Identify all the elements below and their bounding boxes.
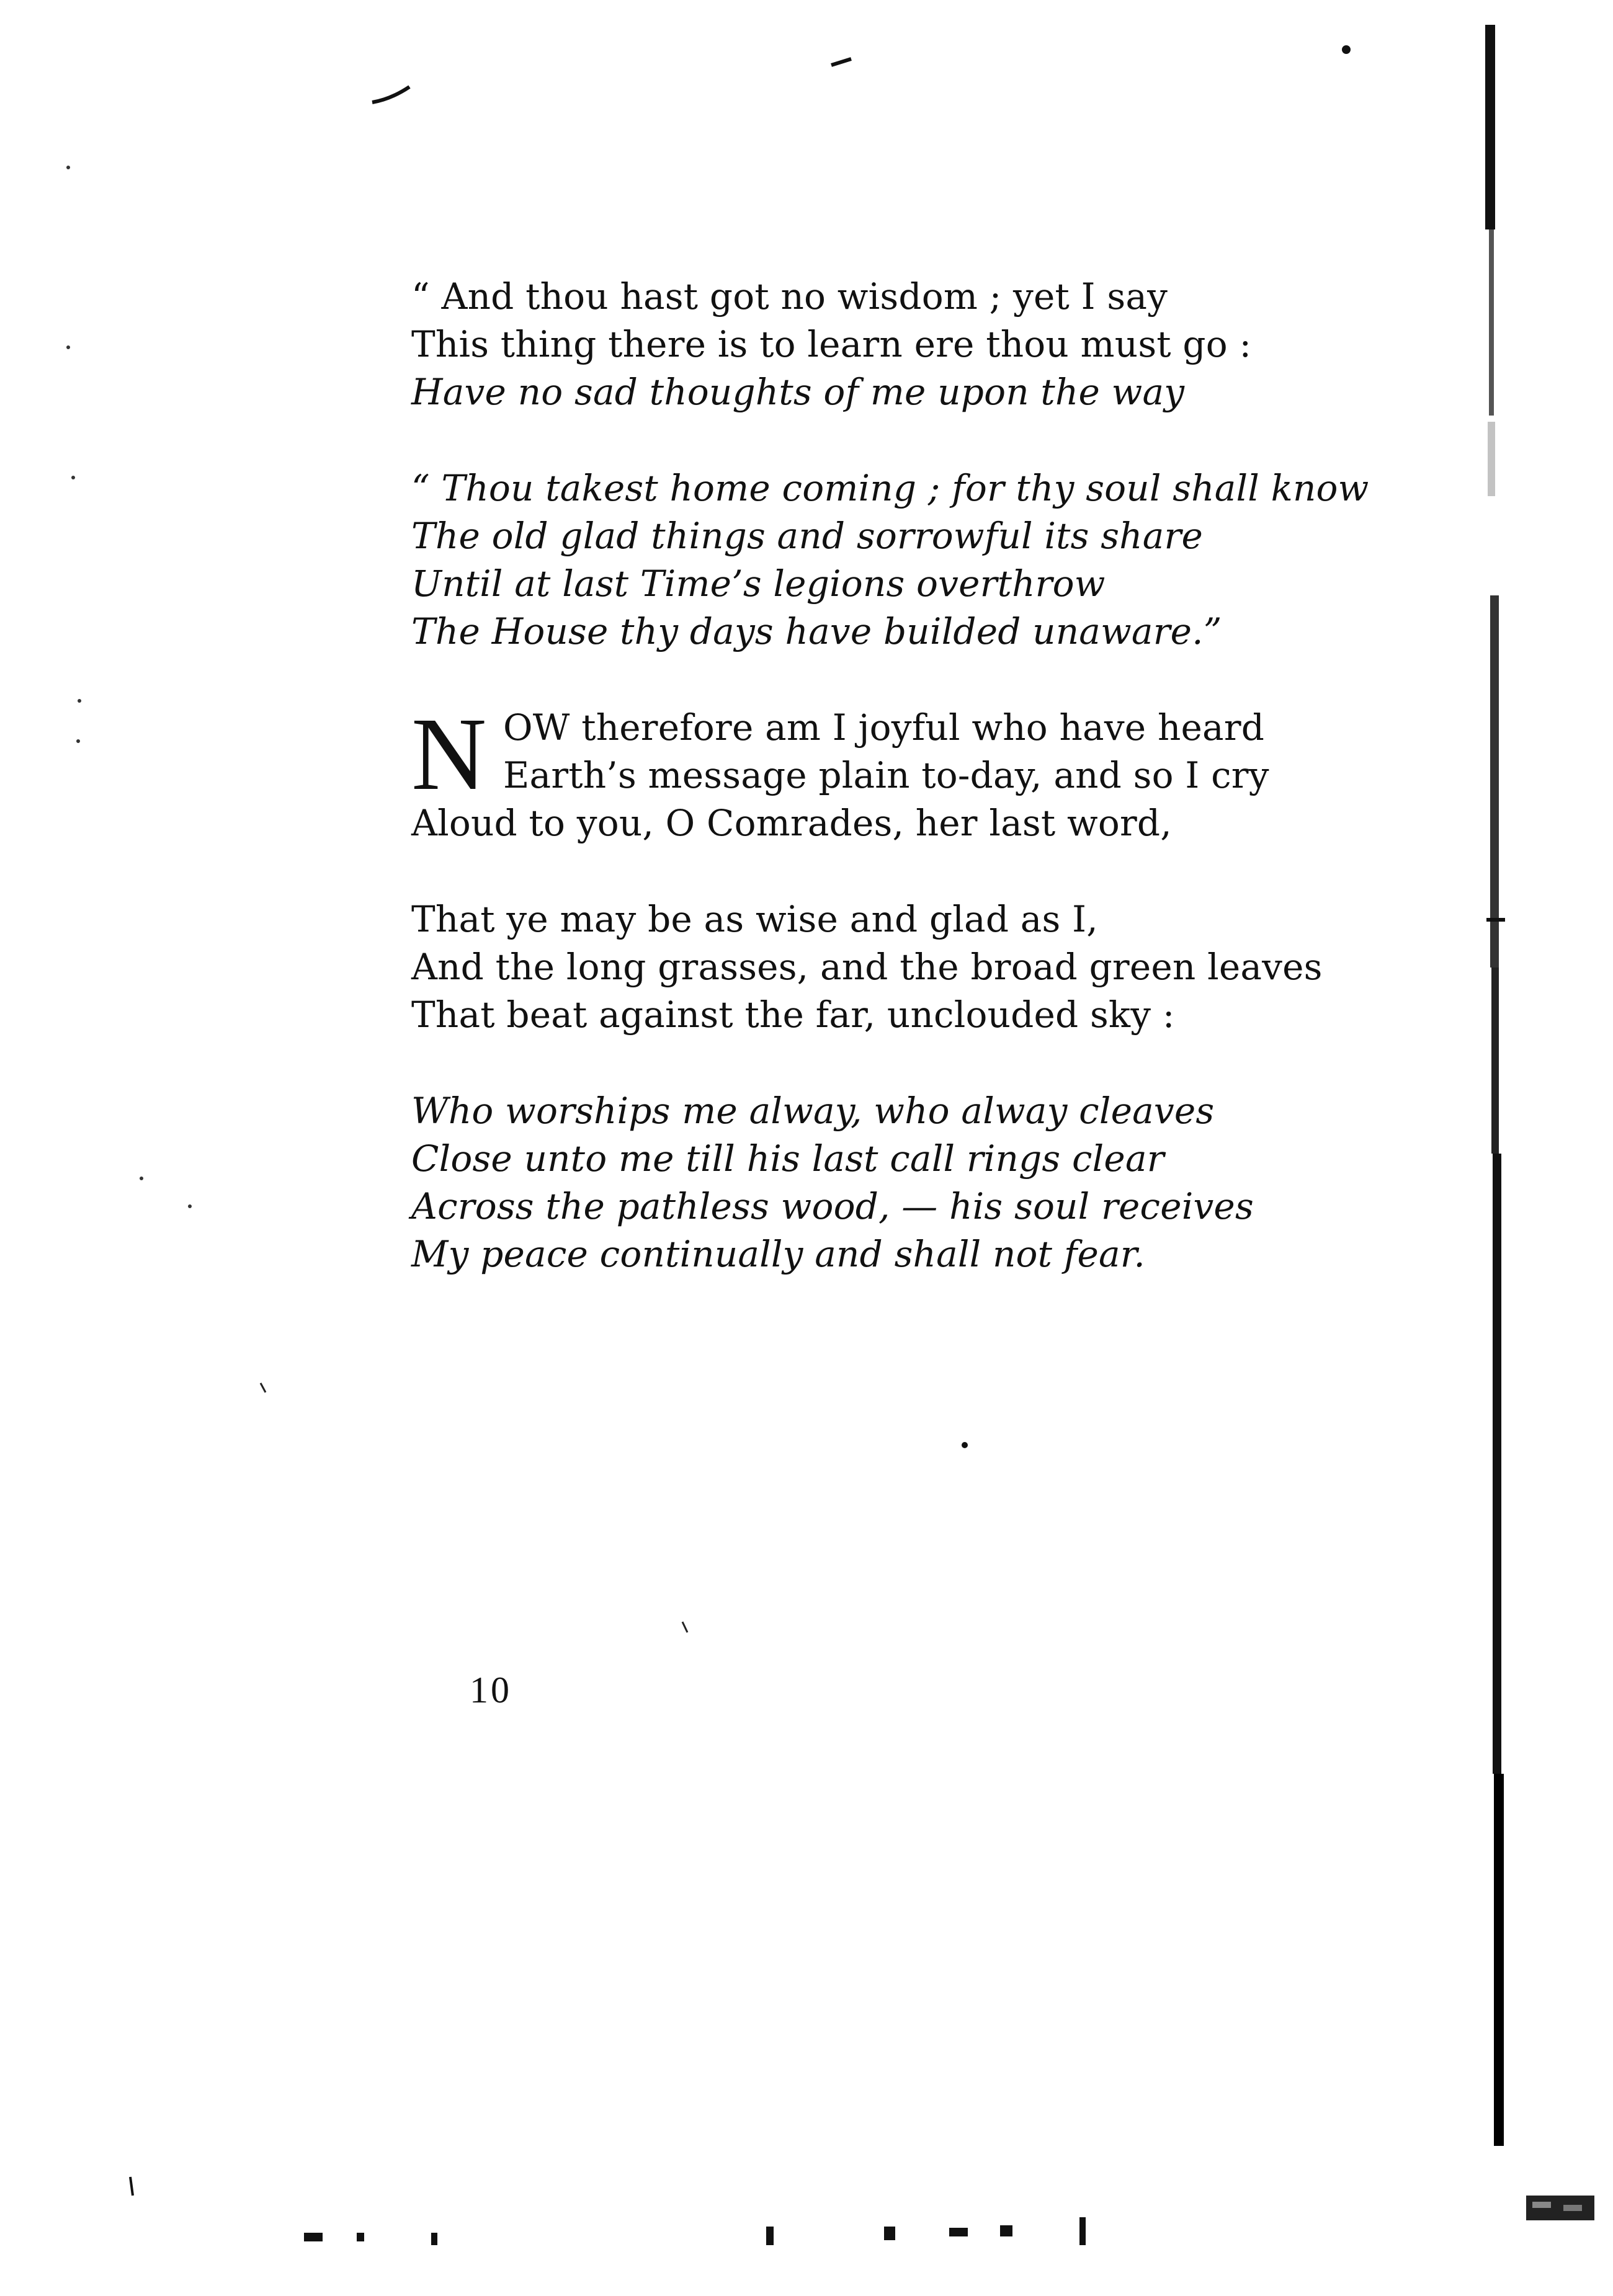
drop-cap: N — [411, 696, 487, 812]
poem-text — [411, 273, 1404, 1278]
poem-line: This thing there is to learn ere thou must go : — [411, 323, 1252, 365]
poem-line: The old glad things and sorrowful its share — [411, 515, 1203, 557]
poem-line: Who worships me alway, who alway cleaves — [411, 1090, 1215, 1132]
page-number: 10 — [470, 1670, 512, 1711]
poem-line: “ Thou takest home coming ; for thy soul shall know — [411, 467, 1369, 509]
poem-line: My peace continually and shall not fear. — [411, 1233, 1145, 1275]
poem-line: Close unto me till his last call rings clear — [411, 1137, 1164, 1180]
poem-line: That beat against the far, unclouded sky : — [411, 994, 1175, 1036]
poem-line: That ye may be as wise and glad as I, — [411, 898, 1098, 940]
poem-line: “ And thou hast got no wisdom ; yet I say — [411, 275, 1168, 318]
stanza-5 — [411, 1087, 1404, 1278]
poem-line: Aloud to you, O Comrades, her last word, — [411, 802, 1172, 844]
poem-line: Until at last Time’s legions overthrow — [411, 563, 1106, 605]
bottom-corner-smudge — [1526, 2189, 1594, 2227]
binding-edge-shadow — [1481, 25, 1506, 2183]
stanza-gap — [411, 1039, 1404, 1087]
stanza-2 — [411, 465, 1404, 656]
poem-line: The House thy days have builded unaware.” — [411, 610, 1222, 652]
poem-line: And the long grasses, and the broad green leaves — [411, 946, 1323, 988]
poem-line: Have no sad thoughts of me upon the way — [411, 371, 1185, 413]
stanza-1 — [411, 273, 1404, 416]
stanza-4 — [411, 896, 1404, 1039]
poem-line: Across the pathless wood, — his soul receives — [411, 1185, 1254, 1227]
stanza-gap — [411, 416, 1404, 465]
stanza-gap — [411, 656, 1404, 704]
stanza-3 — [411, 696, 1404, 847]
poem-line: Earth’s message plain to-day, and so I cry — [503, 754, 1269, 796]
poem-line: OW therefore am I joyful who have heard — [503, 706, 1265, 749]
stanza-gap — [411, 847, 1404, 896]
